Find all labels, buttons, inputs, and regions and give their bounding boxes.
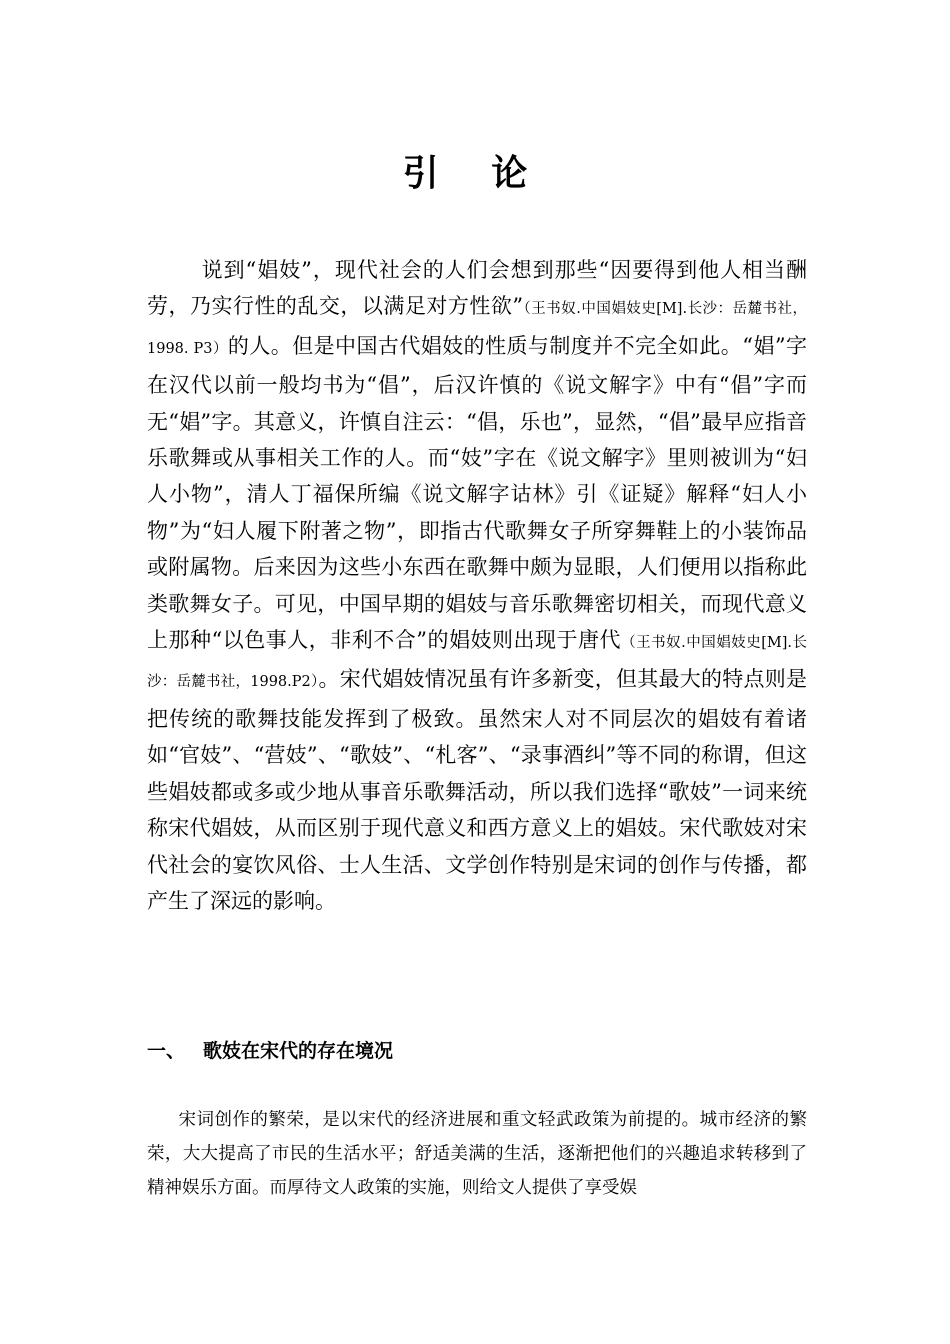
intro-paragraph xyxy=(147,252,807,919)
section-heading-text: 歌妓在宋代的存在境况 xyxy=(203,1040,394,1062)
section-paragraph: 宋词创作的繁荣，是以宋代的经济进展和重文轻武政策为前提的。城市经济的繁荣，大大提高了市民的生活水平；舒适美满的生活，逐渐把他们的兴趣追求转移到了精神娱乐方面。而厚待文人政策的实施，则给文人提供了享受娱 xyxy=(147,1110,807,1198)
intro-text-part-3: 。宋代娼妓情况虽有许多新变，但其最大的特点则是把传统的歌舞技能发挥到了极致。虽然宋人对不同层次的娼妓有着诸如“官妓”、“营妓”、“歌妓”、“札客”、“录事酒纠”等不同的称谓，但这些娼妓都或多或少地从事音乐歌舞活动，所以我们选择“歌妓”一词来统称宋代娼妓，从而区别于现代意义和西方意义上的娼妓。宋代歌妓对宋代社会的宴饮风俗、士人生活、文学创作特别是宋词的创作与传播，都产生了深远的影响。 xyxy=(147,667,807,913)
intro-text-part-1: 说到“娼妓”，现代社会的人们会想到那些“因要得到他人相当酬劳，乃实行性的乱交，以满足对方性欲” xyxy=(147,258,807,319)
section-number: 一、 xyxy=(147,1040,186,1062)
page-title: 引 论 xyxy=(402,153,548,195)
intro-text-part-2: 的人。但是中国古代娼妓的性质与制度并不完全如此。“娼”字在汉代以前一般均书为“倡”，后汉许慎的《说文解字》中有“倡”字而无“娼”字。其意义，许慎自注云：“倡，乐也”，显然，“倡”最早应指音乐歌舞或从事相关工作的人。而“妓”字在《说文解字》里则被训为“妇人小物”，清人丁福保所编《说文解字诂林》引《证疑》解释“妇人小物”为“妇人履下附著之物”，即指古代歌舞女子所穿舞鞋上的小装饰品或附属物。后来因为这些小东西在歌舞中颇为显眼，人们便用以指称此类歌舞女子。可见，中国早期的娼妓与音乐歌舞密切相关，而现代意义上那种“以色事人，非利不合”的娼妓则出现于唐代 xyxy=(147,333,807,653)
citation-2: （王书奴.中国娼妓史[M].长沙：岳麓书社，1998.P2） xyxy=(147,635,807,691)
citation-1: （王书奴.中国娼妓史[M].长沙：岳麓书社，1998. P3） xyxy=(147,301,807,357)
section-heading xyxy=(147,1036,807,1066)
